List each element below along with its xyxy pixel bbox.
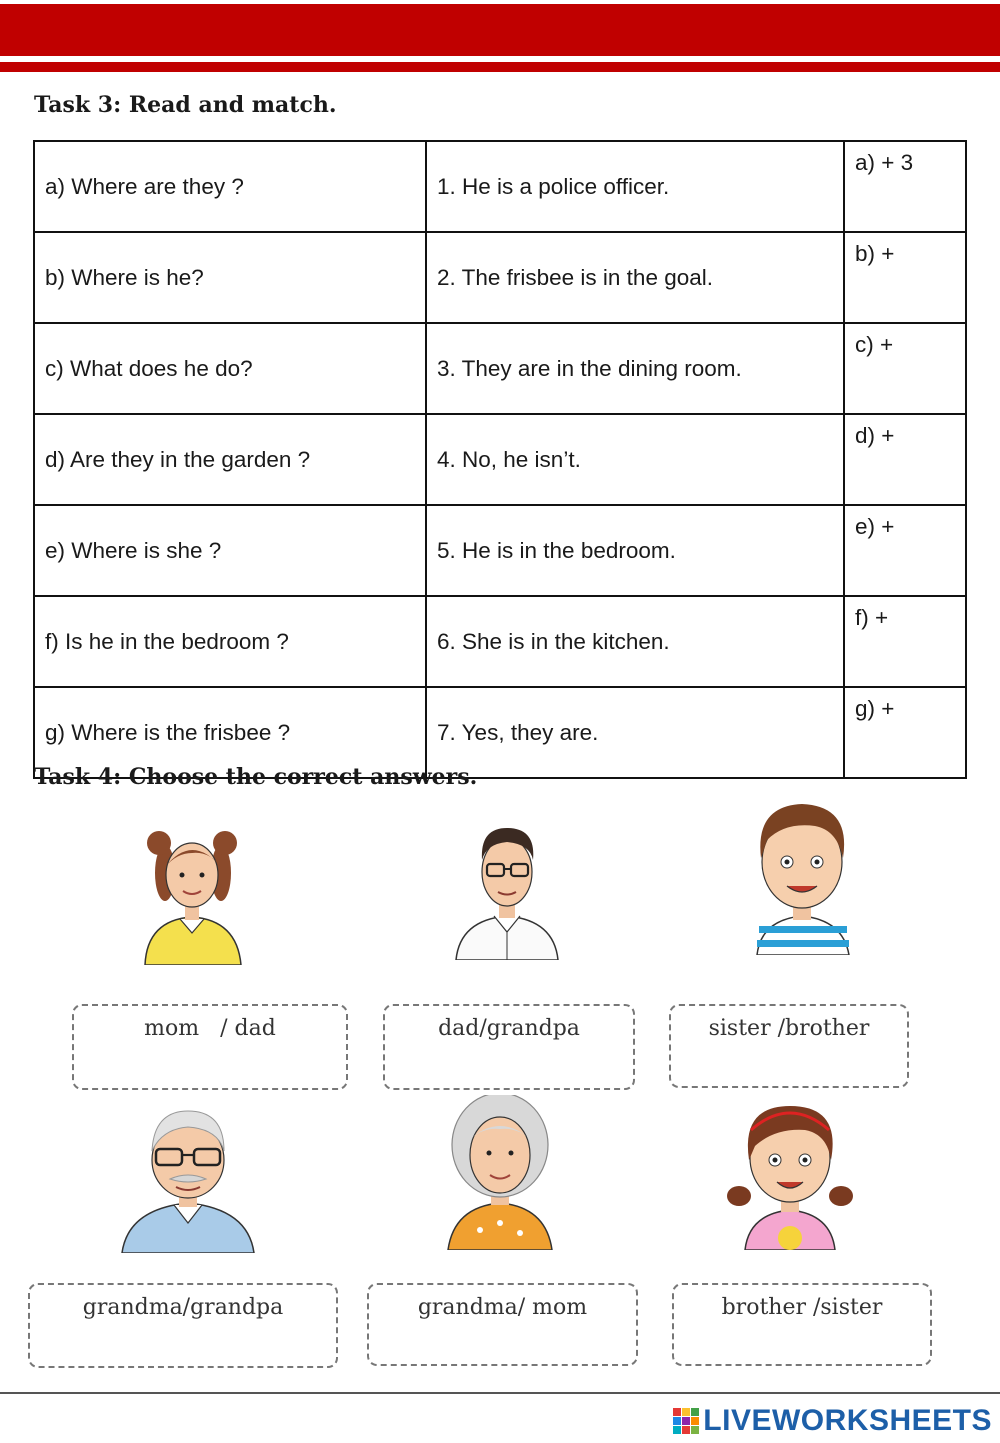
match-key-cell[interactable]: f) + <box>844 596 966 687</box>
choice-box-6[interactable] <box>672 1283 932 1366</box>
header-band <box>0 4 1000 56</box>
answer-cell: 6. She is in the kitchen. <box>426 596 844 687</box>
table-row <box>34 596 966 687</box>
table-row <box>34 414 966 505</box>
header-rule <box>0 62 1000 72</box>
dad-portrait <box>450 820 565 960</box>
question-cell: a) Where are they ? <box>34 141 426 232</box>
choice-box-2[interactable] <box>383 1004 635 1090</box>
answer-cell: 2. The frisbee is in the goal. <box>426 232 844 323</box>
logo-grid-icon <box>673 1408 699 1434</box>
table-row <box>34 323 966 414</box>
choice-text-brother-sister: brother /sister <box>721 1295 883 1320</box>
question-cell: f) Is he in the bedroom ? <box>34 596 426 687</box>
footer-rule <box>0 1392 1000 1394</box>
choice-box-4[interactable] <box>28 1283 338 1368</box>
choice-text-grandma-grandpa: grandma/grandpa <box>82 1295 284 1320</box>
match-table <box>33 140 967 779</box>
match-key-cell[interactable]: g) + <box>844 687 966 778</box>
task4-title: Task 4: Choose the correct answers. <box>34 764 478 790</box>
answer-cell: 7. Yes, they are. <box>426 687 844 778</box>
choice-text-dad-grandpa: dad/grandpa <box>438 1016 580 1041</box>
grandpa-portrait <box>118 1105 258 1253</box>
brother-portrait <box>745 800 860 955</box>
table-row <box>34 232 966 323</box>
choice-box-1[interactable] <box>72 1004 348 1090</box>
table-row <box>34 505 966 596</box>
choice-box-3[interactable] <box>669 1004 909 1088</box>
liveworksheets-logo <box>673 1404 992 1438</box>
logo-text: LIVEWORKSHEETS <box>703 1404 992 1437</box>
choice-box-5[interactable] <box>367 1283 638 1366</box>
answer-cell: 5. He is in the bedroom. <box>426 505 844 596</box>
match-key-cell[interactable]: d) + <box>844 414 966 505</box>
question-cell: e) Where is she ? <box>34 505 426 596</box>
question-cell: b) Where is he? <box>34 232 426 323</box>
match-key-cell[interactable]: e) + <box>844 505 966 596</box>
answer-cell: 4. No, he isn’t. <box>426 414 844 505</box>
match-key-cell[interactable]: c) + <box>844 323 966 414</box>
choice-text-mom-dad: mom / dad <box>144 1016 276 1041</box>
match-key-cell[interactable]: b) + <box>844 232 966 323</box>
question-cell: d) Are they in the garden ? <box>34 414 426 505</box>
choice-text-sister-brother: sister /brother <box>708 1016 870 1041</box>
grandma-portrait <box>440 1095 560 1250</box>
match-key-cell[interactable]: a) + 3 <box>844 141 966 232</box>
sister-portrait <box>725 1100 855 1250</box>
choice-text-grandma-mom: grandma/ mom <box>417 1295 588 1320</box>
task3-title: Task 3: Read and match. <box>34 92 337 118</box>
table-row <box>34 141 966 232</box>
answer-cell: 3. They are in the dining room. <box>426 323 844 414</box>
question-cell: g) Where is the frisbee ? <box>34 687 426 778</box>
answer-cell: 1. He is a police officer. <box>426 141 844 232</box>
question-cell: c) What does he do? <box>34 323 426 414</box>
mom-portrait <box>135 825 250 965</box>
